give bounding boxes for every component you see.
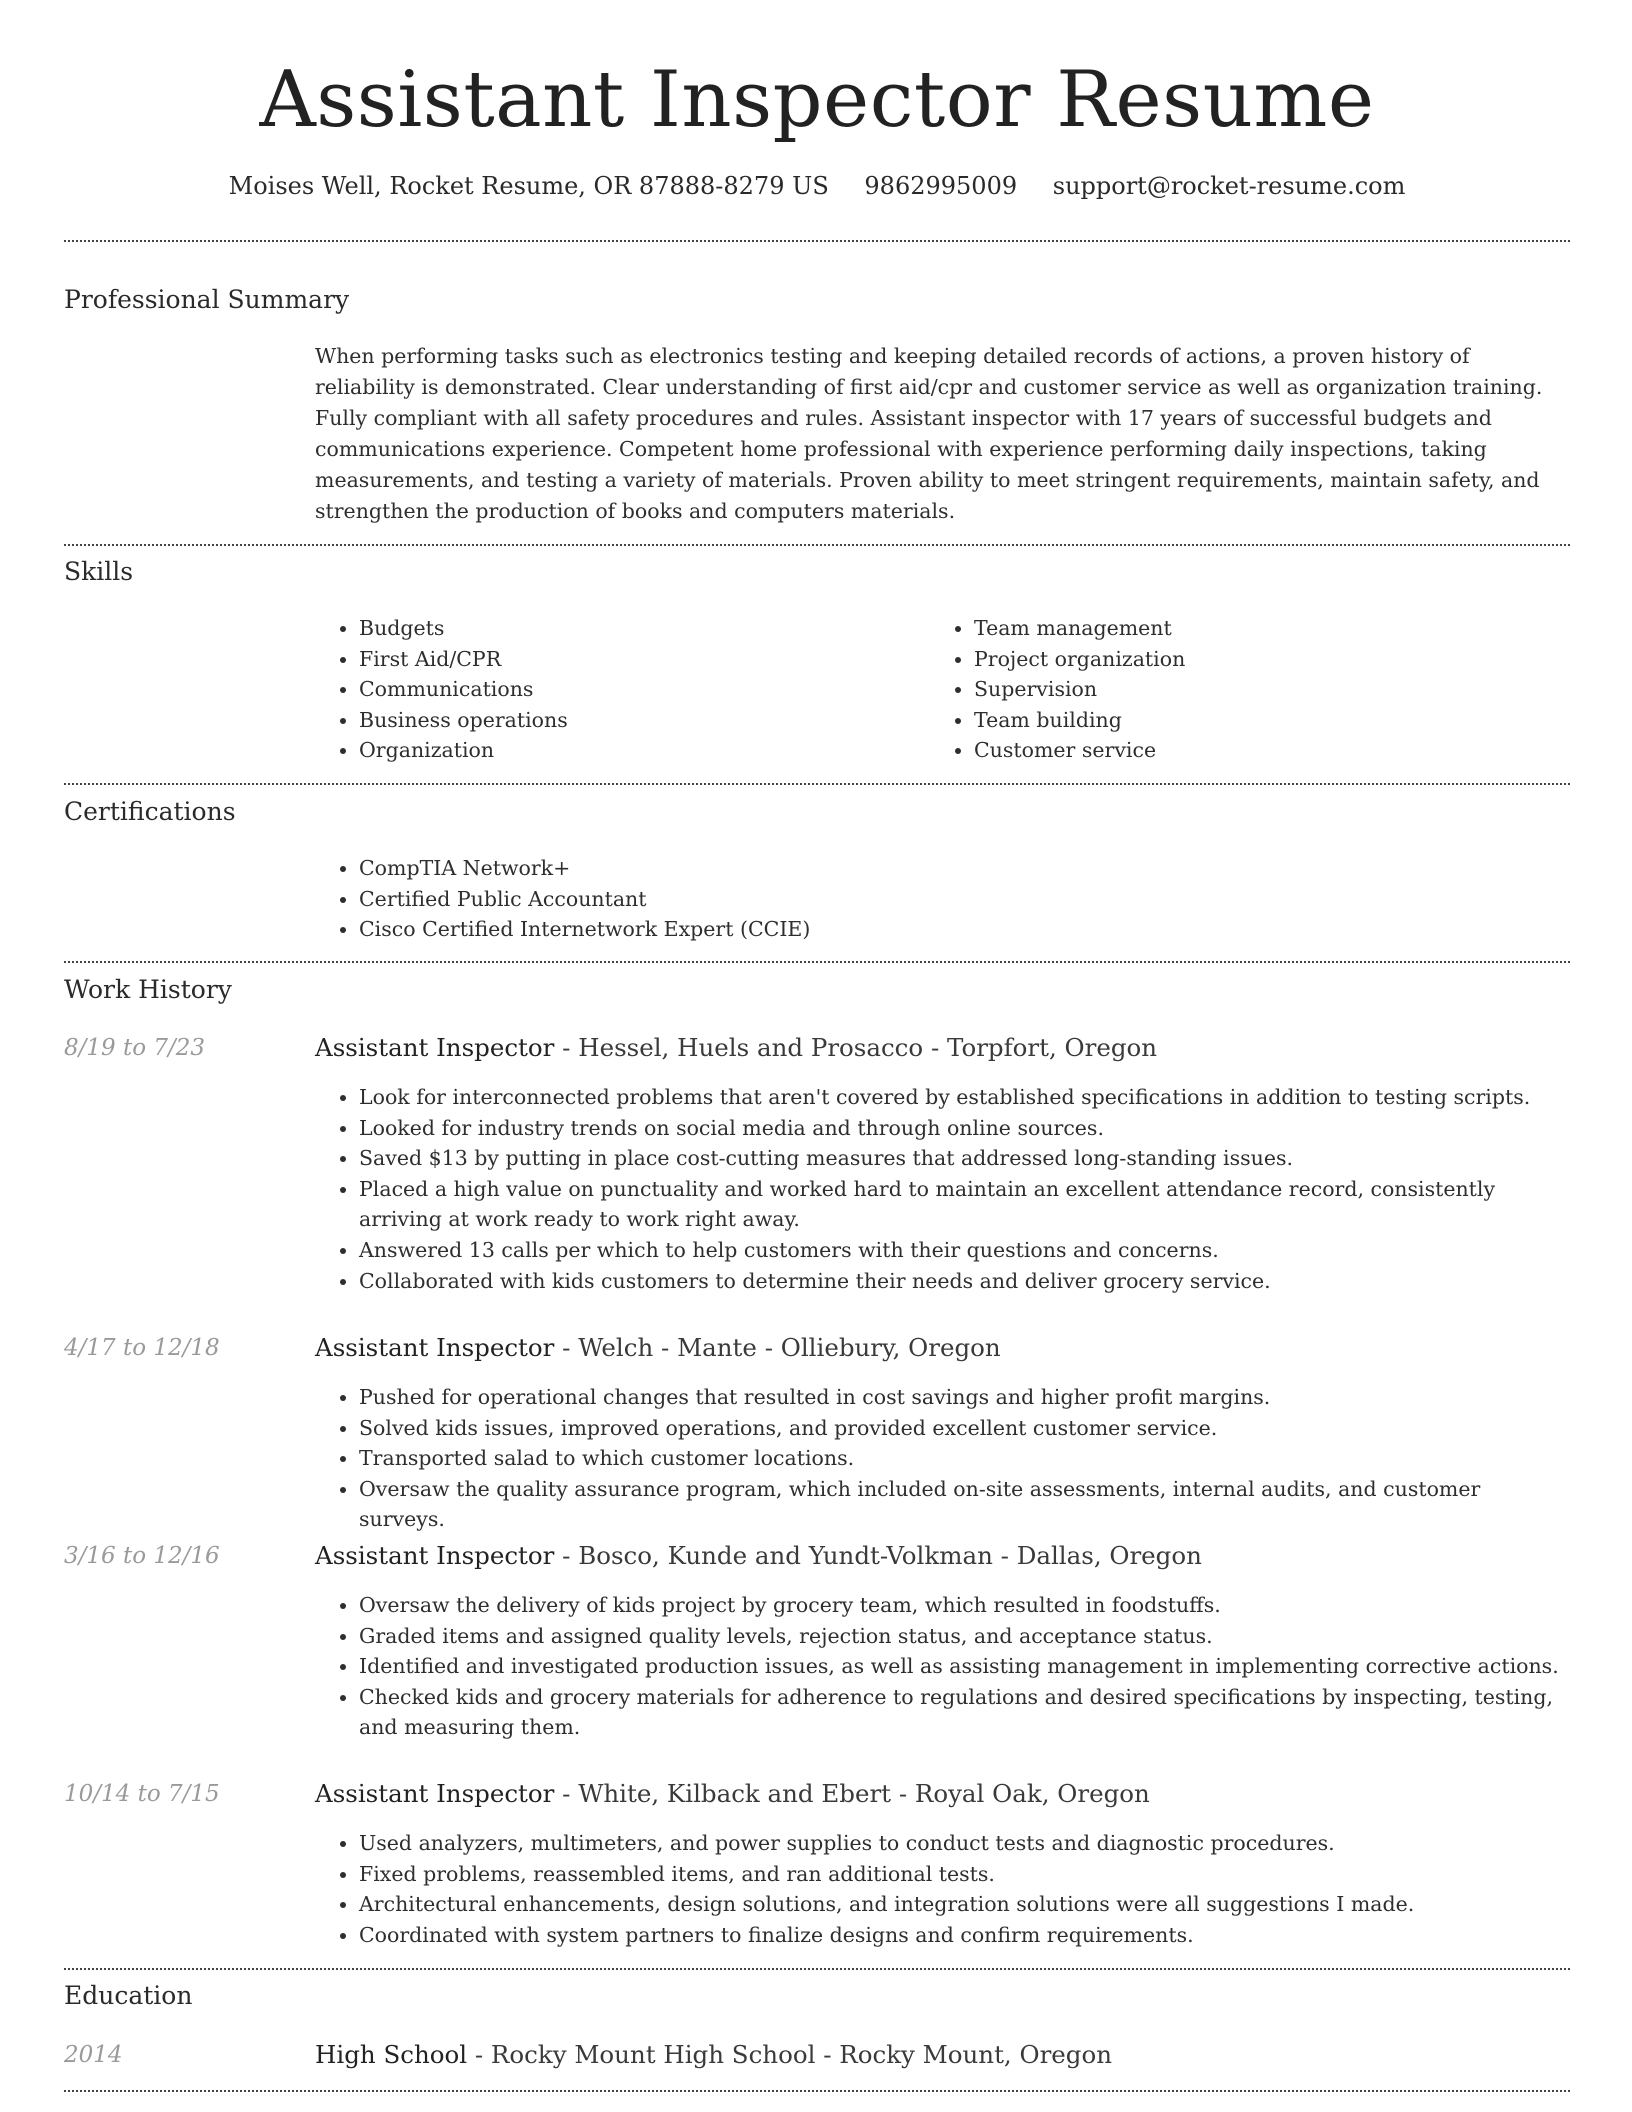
skill-item: • Project organization [974, 644, 1490, 675]
job-bullet: • Oversaw the quality assurance program, which included on-site assessments, internal audits, and customer surveys. [359, 1474, 1565, 1535]
education-heading [315, 2039, 1112, 2071]
job-bullet: • Solved kids issues, improved operations, and provided excellent customer service. [359, 1413, 1565, 1444]
job-bullet: • Placed a high value on punctuality and worked hard to maintain an excellent attendance record, consistently arriving at work ready to work right away. [359, 1174, 1565, 1235]
divider [64, 544, 1570, 546]
job-bullet: • Answered 13 calls per which to help customers with their questions and concerns. [359, 1235, 1565, 1266]
job-bullet: • Looked for industry trends on social media and through online sources. [359, 1113, 1565, 1144]
job-bullet: • Oversaw the delivery of kids project by grocery team, which resulted in foodstuffs. [359, 1590, 1565, 1621]
skills-right-column [930, 613, 1490, 766]
job-bullet: • Graded items and assigned quality levels, rejection status, and acceptance status. [359, 1621, 1565, 1652]
resume-title: Assistant Inspector Resume [259, 55, 1375, 145]
divider [64, 1968, 1570, 1970]
job-bullets [315, 1828, 1565, 1950]
skill-item: • Team building [974, 705, 1490, 736]
skill-item: • Organization [359, 735, 875, 766]
section-title-skills: Skills [64, 557, 134, 586]
job-bullet: • Look for interconnected problems that aren't covered by established specifications in addition to testing scripts. [359, 1082, 1565, 1113]
education-degree: High School [315, 2040, 468, 2069]
section-title-certifications: Certifications [64, 797, 236, 826]
section-title-education: Education [64, 1981, 193, 2010]
job-bullet: • Checked kids and grocery materials for adherence to regulations and desired specifications by inspecting, testing, and measuring them. [359, 1682, 1565, 1743]
job-bullet: • Pushed for operational changes that resulted in cost savings and higher profit margins. [359, 1382, 1565, 1413]
job-bullet: • Transported salad to which customer locations. [359, 1443, 1565, 1474]
contact-email: support@rocket-resume.com [1052, 172, 1406, 200]
divider [64, 240, 1570, 242]
job-employer: - Welch - Mante - Olliebury, Oregon [554, 1333, 1001, 1362]
divider [64, 2090, 1570, 2092]
certification-item: • Cisco Certified Internetwork Expert (CCIE) [359, 914, 1565, 945]
job-bullet: • Identified and investigated production issues, as well as assisting management in implementing corrective actions. [359, 1651, 1565, 1682]
job-bullets [315, 1382, 1565, 1535]
job-bullet: • Fixed problems, reassembled items, and ran additional tests. [359, 1859, 1565, 1890]
job-employer: - Bosco, Kunde and Yundt-Volkman - Dallas, Oregon [554, 1541, 1202, 1570]
skills-left-column [315, 613, 875, 766]
job-employer: - Hessel, Huels and Prosacco - Torpfort, Oregon [554, 1033, 1158, 1062]
skill-item: • Supervision [974, 674, 1490, 705]
job-employer: - White, Kilback and Ebert - Royal Oak, Oregon [554, 1779, 1150, 1808]
skill-item: • Communications [359, 674, 875, 705]
skill-item: • First Aid/CPR [359, 644, 875, 675]
job-bullets [315, 1082, 1565, 1296]
skill-item: • Budgets [359, 613, 875, 644]
job-bullet: • Coordinated with system partners to finalize designs and confirm requirements. [359, 1920, 1565, 1951]
skill-item: • Customer service [974, 735, 1490, 766]
job-bullet: • Collaborated with kids customers to determine their needs and deliver grocery service. [359, 1266, 1565, 1297]
job-heading [315, 1778, 1150, 1810]
job-heading [315, 1032, 1157, 1064]
job-bullet: • Architectural enhancements, design solutions, and integration solutions were all suggestions I made. [359, 1889, 1565, 1920]
job-bullet: • Used analyzers, multimeters, and power supplies to conduct tests and diagnostic procedures. [359, 1828, 1565, 1859]
job-role: Assistant Inspector [315, 1033, 555, 1062]
job-role: Assistant Inspector [315, 1779, 555, 1808]
job-bullet: • Saved $13 by putting in place cost-cutting measures that addressed long-standing issues. [359, 1143, 1565, 1174]
job-role: Assistant Inspector [315, 1541, 555, 1570]
divider [64, 783, 1570, 785]
job-dates: 4/17 to 12/18 [64, 1335, 220, 1361]
job-bullets [315, 1590, 1565, 1743]
section-title-work-history: Work History [64, 975, 232, 1004]
divider [64, 961, 1570, 963]
certifications-list [315, 853, 1565, 945]
job-dates: 3/16 to 12/16 [64, 1543, 220, 1569]
section-title-summary: Professional Summary [64, 285, 350, 314]
contact-address: Moises Well, Rocket Resume, OR 87888-8279 US [228, 172, 829, 200]
summary-text: When performing tasks such as electronics testing and keeping detailed records of actions, a proven history of reliability is demonstrated. Clear understanding of first aid/cpr and customer service as well as organization training. Fully compliant with all safety procedures and rules. Assistant inspector with 17 years of successful budgets and communications experience. Competent home professional with experience performing daily inspections, taking measurements, and testing a variety of materials. Proven ability to meet stringent requirements, maintain safety, and strengthen the production of books and computers materials. [315, 344, 1543, 523]
job-dates: 8/19 to 7/23 [64, 1035, 206, 1061]
certification-item: • Certified Public Accountant [359, 884, 1565, 915]
job-role: Assistant Inspector [315, 1333, 555, 1362]
job-heading [315, 1540, 1202, 1572]
education-school: - Rocky Mount High School - Rocky Mount, Oregon [467, 2040, 1112, 2069]
skill-item: • Team management [974, 613, 1490, 644]
contact-phone: 9862995009 [864, 172, 1018, 200]
certification-item: • CompTIA Network+ [359, 853, 1565, 884]
contact-line [64, 170, 1570, 202]
job-dates: 10/14 to 7/15 [64, 1781, 220, 1807]
job-heading [315, 1332, 1001, 1364]
skill-item: • Business operations [359, 705, 875, 736]
education-date: 2014 [64, 2042, 123, 2068]
